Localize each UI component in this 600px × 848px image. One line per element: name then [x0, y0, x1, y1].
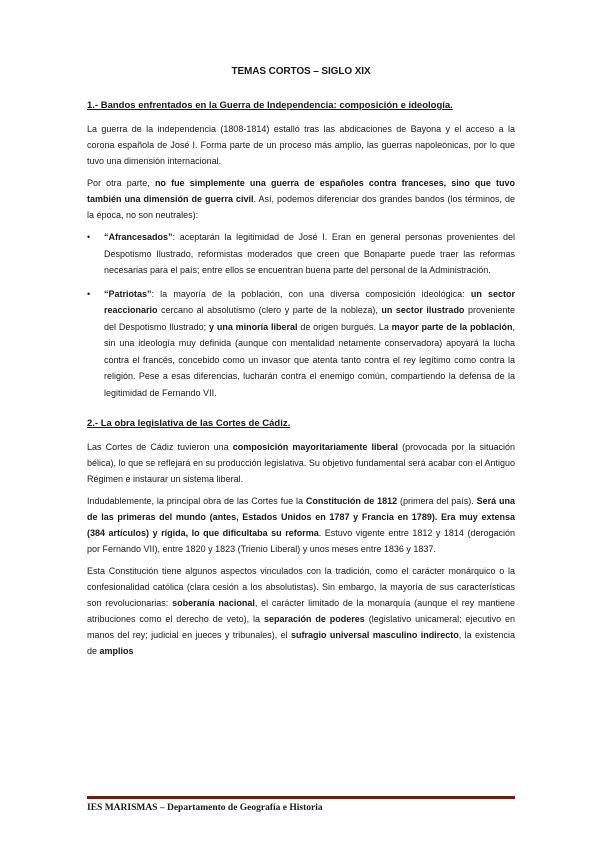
page-footer: IES MARISMAS – Departamento de Geografía e Historia [87, 803, 323, 813]
bullet-icon: • [87, 232, 91, 242]
document-body [87, 66, 515, 665]
section2-paragraph-2: Indudablemente, la principal obra de las Cortes fue la Constitución de 1812 (primera del país). Será una de las primeras del mundo (antes, Estados Unidos en 1787 y Francia en 1789). Era muy extensa (384 artículos) y rígida, lo que dificultaba su reforma. Estuvo vigente entre 1812 y 1814 (derogación por Fernando VII), entre 1820 y 1823 (Trienio Liberal) y unos meses entre 1836 y 1837. [87, 496, 515, 554]
bullet-icon: • [87, 288, 91, 299]
page-title: TEMAS CORTOS – SIGLO XIX [231, 66, 371, 77]
list-item-patriotas: • “Patriotas”: la mayoría de la población, con una diversa composición ideológica: un sector reaccionario cercano al absolutismo (clero y parte de la nobleza), un sector ilustrado proveniente del Despotismo Ilustrado; y una minoría liberal de origen burgués. La mayor parte de la población, sin una ideología muy definida (aunque con mentalidad netamente conservadora) apoyará la lucha contra el francés, concebido como un invasor que atenta tanto contra el rey legítimo como contra la religión. Pese a esas diferencias, lucharán contra el enemigo común, compartiendo la defensa de la legitimidad de Fernando VII. [87, 286, 515, 402]
section1-heading: 1.- Bandos enfrentados en la Guerra de Independencia: composición e ideología. [87, 100, 453, 111]
list-item-afrancesados: • “Afrancesados”: aceptarán la legitimidad de José I. Eran en general personas provenientes del Despotismo Ilustrado, reformistas moderados que creen que Bonaparte puede traer las reformas necesarias para el país; entre ellos se encuentran buena parte del personal de la Administración. [87, 229, 515, 279]
section2-paragraph-3: Esta Constitución tiene algunos aspectos vinculados con la tradición, como el carácter monárquico o la confesionalidad católica (clara cesión a los absolutistas). Sin embargo, la mayoría de sus características son revolucionarias: soberanía nacional, el carácter limitado de la monarquía (aunque el rey mantiene atribuciones como el derecho de veto), la separación de poderes (legislativo unicameral; ejecutivo en manos del rey; judicial en jueces y tribunales), el sufragio universal masculino indirecto, la existencia de amplios [87, 566, 516, 656]
footer-rule [87, 796, 515, 799]
section1-paragraph-1: La guerra de la independencia (1808-1814) estalló tras las abdicaciones de Bayona y el acceso a la corona española de José I. Forma parte de un proceso más amplio, las guerras napoleónicas, por lo que tuvo una dimensión internacional. [87, 124, 515, 166]
bandos-list [87, 229, 515, 401]
section1-paragraph-2: Por otra parte, no fue simplemente una guerra de españoles contra franceses, sino que tuvo también una dimensión de guerra civil. Así, podemos diferenciar dos grandes bandos (los términos, de la época, no son neutrales): [87, 178, 515, 220]
section2-paragraph-1: Las Cortes de Cádiz tuvieron una composición mayoritariamente liberal (provocada por la situación bélica), lo que se reflejará en su producción legislativa. Su objetivo fundamental será acabar con el Antiguo Régimen e instaurar un sistema liberal. [87, 442, 516, 484]
section2-heading: 2.- La obra legislativa de las Cortes de Cádiz. [87, 418, 291, 429]
